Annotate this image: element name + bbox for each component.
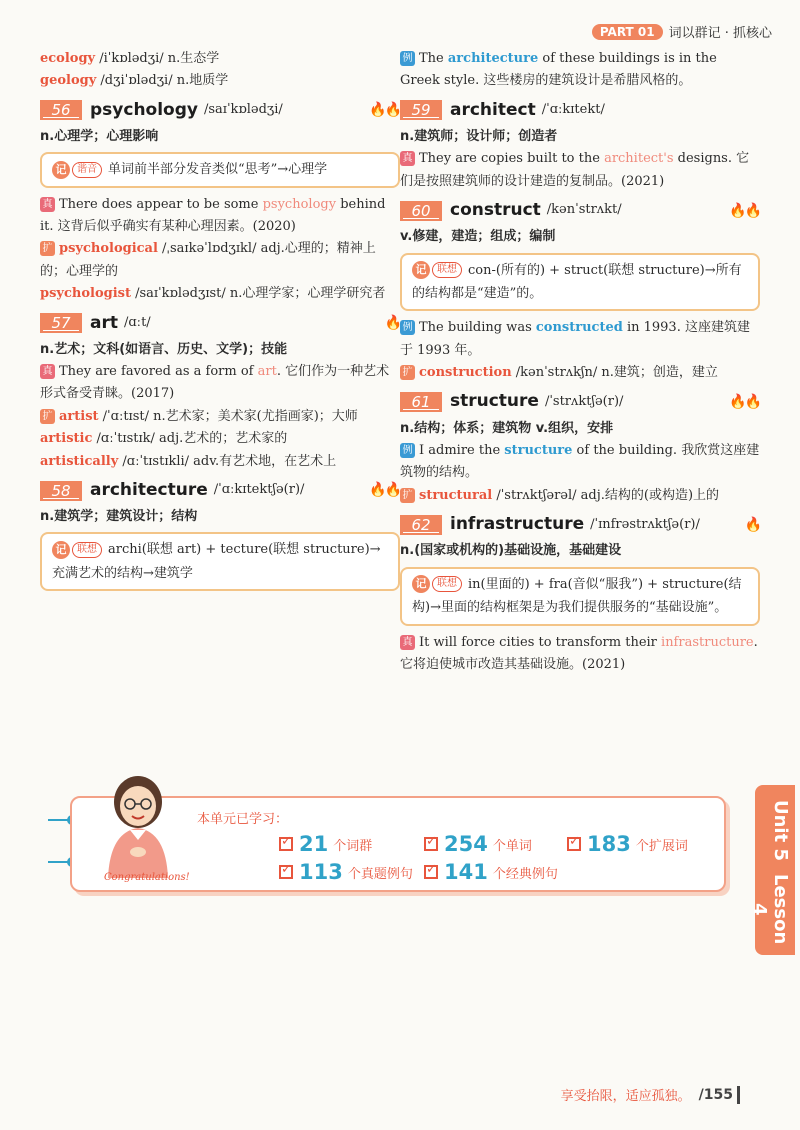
phonetic: /ˈstrʌktʃə(r)/ (544, 393, 624, 409)
memory-tip (400, 253, 760, 312)
memory-tip (40, 532, 400, 591)
sentence-text: . 它将迫使城市改造其基础设施。(2021) (400, 634, 758, 672)
stat-label: 个扩展词 (635, 838, 688, 854)
extension-def: /saɪˈkɒlədʒɪst/ n.心理学家；心理学研究者 (130, 286, 386, 302)
sentence-text: They are copies built to the (419, 151, 605, 167)
stat-number: 21 (299, 832, 329, 856)
extension-word: artistic (40, 431, 93, 447)
extension-def: /ˈɑːtɪst/ n.艺术家；美术家(尤指画家)；大师 (98, 408, 358, 424)
stat-label: 个经典例句 (492, 866, 558, 882)
page-header (592, 22, 772, 41)
example-sentence (400, 48, 760, 93)
sentence-text: behind it. 这背后似乎确实有某种心理因素。(2020) (40, 196, 386, 235)
exam-sentence (400, 148, 760, 193)
extension-word: artistically (40, 453, 119, 469)
entry-62 (400, 510, 760, 539)
check-icon (424, 837, 438, 851)
highlight-word: structure (504, 443, 573, 459)
phonetic: /ɑːt/ (123, 314, 151, 330)
unit-label: Unit 5 (770, 799, 791, 861)
extension-def: /ˌsaɪkəˈlɒdʒɪkl/ adj.心理的；精神上的；心理学的 (40, 241, 376, 279)
stat-words (424, 832, 532, 856)
sentence-text: They are favored as a form of (59, 364, 258, 380)
tip-tag: 联想 (432, 576, 462, 592)
extension (400, 485, 760, 507)
definition: n.建筑学；建筑设计；结构 (40, 509, 198, 525)
definition: n.心理学；心理影响 (40, 128, 159, 144)
memory-tip (400, 567, 760, 626)
extension-def: /ɑːˈtɪstɪkli/ adv.有艺术地，在艺术上 (118, 453, 337, 469)
sentence-text: The (419, 51, 448, 66)
entry-number: 59 (400, 100, 442, 120)
right-column (400, 48, 760, 676)
headword: psychology (90, 99, 198, 120)
stat-number: 141 (444, 860, 488, 884)
geology-word: geology (40, 73, 97, 89)
example-sentence (400, 440, 760, 485)
stat-number: 183 (587, 832, 631, 856)
stat-word-groups (279, 832, 372, 856)
flame-icon: 🔥🔥 (729, 394, 760, 411)
memory-tip (40, 152, 400, 187)
stat-number: 254 (444, 832, 488, 856)
highlight-word: constructed (535, 320, 623, 336)
extend-marker-icon: 扩 (40, 241, 55, 256)
extension (40, 283, 400, 305)
geology-line (40, 70, 400, 92)
part-badge: PART 01 (592, 24, 663, 40)
stat-label: 个真题例句 (347, 866, 413, 882)
entry-57 (40, 309, 400, 338)
entry-number: 58 (40, 481, 82, 501)
example-marker-icon: 例 (400, 320, 415, 335)
highlight-word: infrastructure (661, 634, 754, 650)
highlight-word: psychology (262, 196, 337, 212)
tip-text: 单词前半部分发音类似“思考”→心理学 (108, 162, 328, 178)
example-marker-icon: 例 (400, 51, 415, 66)
sentence-text: of the building. 我欣赏这座建筑物的结构。 (400, 443, 760, 481)
ecology-line (40, 48, 400, 70)
entry-number: 61 (400, 392, 442, 412)
extension-def: /kənˈstrʌkʃn/ n.建筑；创造，建立 (511, 365, 718, 381)
memo-icon: 记 (52, 161, 70, 179)
stat-number: 113 (299, 860, 343, 884)
page-number: /155 (698, 1086, 733, 1103)
extension (40, 406, 400, 428)
stat-extended-words (567, 832, 688, 856)
extension-word: structural (419, 487, 493, 503)
sentence-text: in 1993. 这座建筑建于 1993 年。 (400, 320, 750, 358)
extension-word: construction (419, 365, 512, 381)
extension (40, 238, 400, 283)
memo-icon: 记 (52, 541, 70, 559)
exam-sentence (40, 194, 400, 239)
stat-classic-sentences (424, 860, 558, 884)
tip-tag: 联想 (432, 262, 462, 278)
definition: n.艺术；文科(如语言、历史、文学)；技能 (40, 341, 288, 357)
example-marker-icon: 例 (400, 443, 415, 458)
extension (40, 428, 400, 450)
definition: n.建筑师；设计师；创造者 (400, 128, 558, 144)
footer-motto: 享受抬限，适应孤独。 (560, 1089, 691, 1104)
exam-marker-icon: 真 (40, 364, 55, 379)
example-sentence (400, 317, 760, 362)
memo-icon: 记 (412, 575, 430, 593)
entry-60 (400, 196, 760, 225)
stat-label: 个单词 (492, 838, 532, 854)
flame-icon: 🔥🔥 (729, 202, 760, 219)
extend-marker-icon: 扩 (400, 488, 415, 503)
check-icon (279, 837, 293, 851)
stat-label: 个词群 (333, 838, 373, 854)
page-bar (737, 1086, 740, 1104)
entry-number: 56 (40, 100, 82, 120)
teacher-illustration (92, 768, 184, 878)
congrats-text: Congratulations! (104, 872, 190, 883)
sentence-text: . 它们作为一种艺术形式备受青睐。(2017) (40, 364, 390, 402)
extension-def: /ˈstrʌktʃərəl/ adj.结构的(或构造)上的 (492, 487, 720, 503)
phonetic: /ˈɑːkɪtekt/ (541, 102, 605, 118)
highlight-word: architect's (604, 151, 674, 167)
exam-sentence (40, 361, 400, 406)
definition: n.结构；体系；建筑物 v.组织，安排 (400, 420, 614, 436)
exam-marker-icon: 真 (400, 635, 415, 650)
geology-def: /dʒiˈɒlədʒi/ n.地质学 (96, 73, 229, 89)
extension (40, 451, 400, 473)
check-icon (424, 865, 438, 879)
headword: architecture (90, 479, 208, 500)
entry-number: 57 (40, 313, 82, 333)
tip-text: in(里面的) + fra(音似“服我”) + structure(结构)→里面的结构框架是为我们提供服务的“基础设施”。 (412, 576, 742, 616)
exam-sentence (400, 632, 760, 677)
extension-def: /ɑːˈtɪstɪk/ adj.艺术的；艺术家的 (92, 431, 288, 447)
tip-text: archi(联想 art) + tecture(联想 structure)→充满艺术的结构→建筑学 (52, 542, 381, 581)
entry-61 (400, 387, 760, 416)
sentence-text: I admire the (419, 443, 505, 459)
headword: construct (450, 200, 541, 221)
sentence-text: The building was (419, 320, 536, 336)
sentence-text: designs. 它们是按照建筑师的设计建造的复制品。(2021) (400, 151, 750, 189)
definition: n.(国家或机构的)基础设施，基础建设 (400, 543, 622, 559)
sentence-text: of these buildings is in the Greek style. 这些楼房的建筑设计是希腊风格的。 (400, 51, 717, 89)
left-column (40, 48, 400, 597)
flame-icon: 🔥🔥 (369, 102, 400, 119)
header-title: 词以群记 · 抓核心 (668, 26, 772, 41)
entry-number: 62 (400, 515, 442, 535)
extension-word: psychological (59, 241, 158, 257)
sentence-text: There does appear to be some (59, 196, 263, 212)
lesson-label: Lesson 4 (749, 873, 791, 945)
entry-number: 60 (400, 201, 442, 221)
phonetic: /ˈɪnfrəstrʌktʃə(r)/ (590, 516, 700, 532)
exam-marker-icon: 真 (40, 197, 55, 212)
check-icon (567, 837, 581, 851)
tip-tag: 谐音 (72, 162, 102, 178)
unit-side-tab (749, 785, 795, 955)
headword: infrastructure (450, 514, 585, 535)
sentence-text: It will force cities to transform their (419, 634, 662, 650)
headword: architect (450, 99, 536, 120)
tip-tag: 联想 (72, 542, 102, 558)
ecology-def: /iˈkɒlədʒi/ n.生态学 (95, 51, 220, 66)
ecology-word: ecology (40, 51, 96, 66)
flame-icon: 🔥 (744, 516, 760, 533)
phonetic: /ˈɑːkɪtektʃə(r)/ (213, 482, 305, 498)
headword: structure (450, 391, 539, 412)
check-icon (279, 865, 293, 879)
memo-icon: 记 (412, 261, 430, 279)
extend-marker-icon: 扩 (400, 365, 415, 380)
flame-icon: 🔥🔥 (369, 482, 400, 499)
stat-exam-sentences (279, 860, 413, 884)
entry-56 (40, 96, 400, 125)
highlight-word: art (257, 364, 277, 380)
exam-marker-icon: 真 (400, 151, 415, 166)
highlight-word: architecture (447, 51, 539, 66)
phonetic: /saɪˈkɒlədʒi/ (204, 102, 283, 118)
entry-58 (40, 476, 400, 505)
tip-text: con-(所有的) + struct(联想 structure)→所有的结构都是“建造”的。 (412, 262, 742, 302)
page-footer (561, 1085, 740, 1104)
phonetic: /kənˈstrʌkt/ (546, 202, 622, 218)
extension-word: psychologist (40, 286, 131, 302)
extension-word: artist (59, 408, 99, 424)
extend-marker-icon: 扩 (40, 409, 55, 424)
headword: art (90, 312, 118, 333)
summary-title: 本单元已学习： (197, 812, 289, 827)
flame-icon: 🔥 (384, 315, 400, 332)
extension (400, 362, 760, 384)
entry-59 (400, 96, 760, 125)
definition: v.修建，建造；组成；编制 (400, 229, 556, 245)
